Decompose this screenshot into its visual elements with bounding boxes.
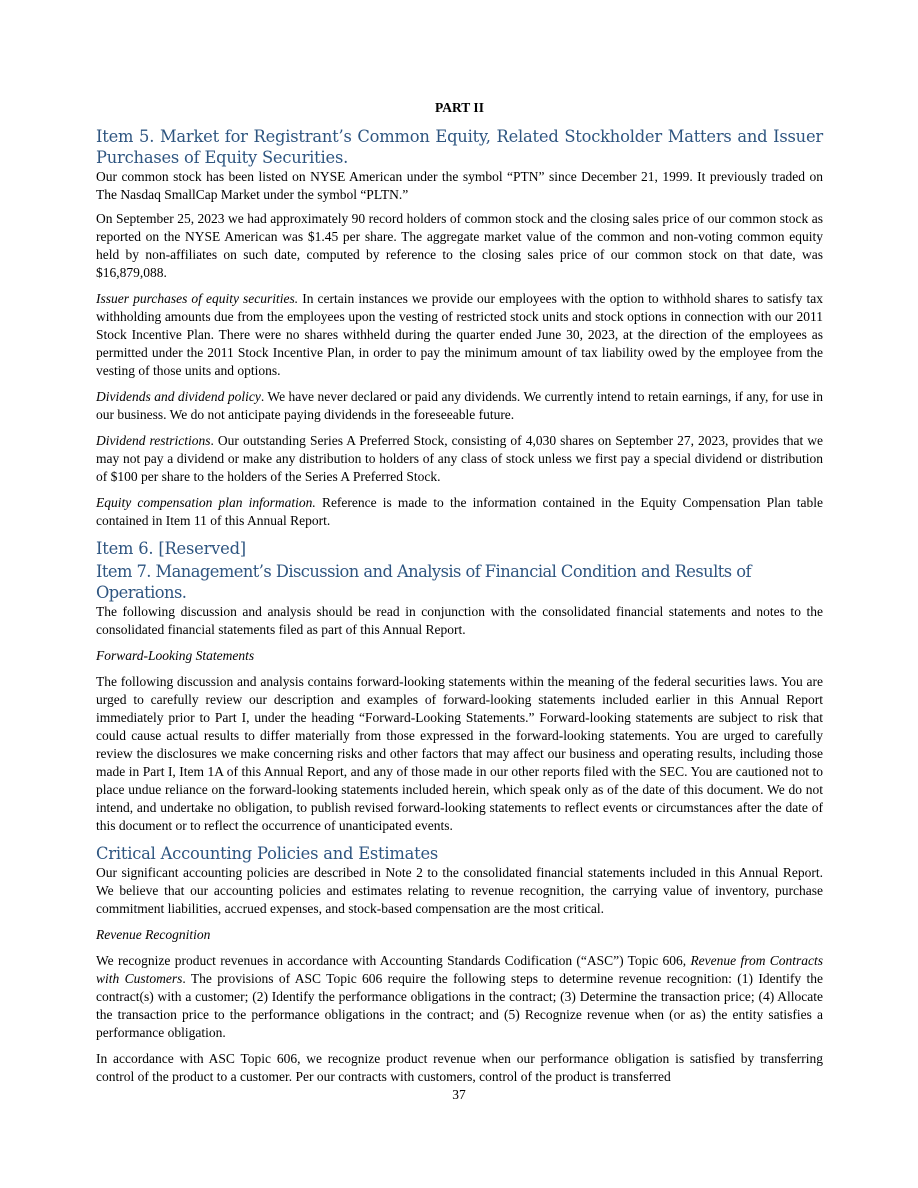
- revenue-recognition-paragraph-2: In accordance with ASC Topic 606, we recognize product revenue when our performance obligation is satisfied by transferring control of the product to a customer. Per our contracts with customers, control of the product is transferred: [96, 1051, 823, 1084]
- issuer-purchases-paragraph: [96, 290, 823, 380]
- item5-heading: Item 5. Market for Registrant’s Common Equity, Related Stockholder Matters and Issuer Purchases of Equity Securities.: [96, 127, 823, 167]
- part-heading: PART II: [435, 100, 484, 115]
- document-page: [96, 100, 823, 1094]
- issuer-purchases-lead: Issuer purchases of equity securities.: [96, 291, 299, 306]
- equity-plan-paragraph: [96, 494, 823, 530]
- restrictions-text: . Our outstanding Series A Preferred Stock, consisting of 4,030 shares on September 27, 2023, provides that we may not pay a dividend or make any distribution to holders of any class of stock unless we first pay a special dividend or distribution of $100 per share to the holders of the Series A Preferred Stock.: [96, 433, 823, 484]
- restrictions-paragraph: [96, 432, 823, 486]
- item7-intro-paragraph: The following discussion and analysis should be read in conjunction with the consolidated financial statements and notes to the consolidated financial statements filed as part of this Annual Report.: [96, 604, 823, 637]
- item7-heading: Item 7. Management’s Discussion and Analysis of Financial Condition and Results of Operations.: [96, 562, 751, 602]
- forward-looking-paragraph: The following discussion and analysis contains forward-looking statements within the meaning of the federal securities laws. You are urged to carefully review our description and examples of forward-looking statements included earlier in this Annual Report immediately prior to Part I, under the heading “Forward-Looking Statements.” Forward-looking statements are subject to risk that could cause actual results to differ materially from those expressed in the forward-looking statements. You are urged to carefully review the disclosures we make concerning risks and other factors that may affect our business and operating results, including those made in Part I, Item 1A of this Annual Report, and any of those made in our other reports filed with the SEC. You are cautioned not to place undue reliance on the forward-looking statements included herein, which speak only as of the date of this document. We do not intend, and undertake no obligation, to publish revised forward-looking statements to reflect events or circumstances after the date of this document or to reflect the occurrence of unanticipated events.: [96, 674, 823, 833]
- dividends-paragraph: [96, 388, 823, 424]
- restrictions-lead: Dividend restrictions: [96, 433, 211, 448]
- revenue-recognition-heading: Revenue Recognition: [96, 927, 211, 942]
- equity-plan-lead: Equity compensation plan information.: [96, 495, 316, 510]
- revenue-recognition-paragraph-1: [96, 952, 823, 1042]
- critical-accounting-heading: Critical Accounting Policies and Estimates: [96, 844, 439, 863]
- item6-heading: Item 6. [Reserved]: [96, 539, 246, 558]
- dividends-lead: Dividends and dividend policy: [96, 389, 261, 404]
- dividends-text: . We have never declared or paid any dividends. We currently intend to retain earnings, if any, for use in our business. We do not anticipate paying dividends in the foreseeable future.: [96, 389, 823, 422]
- forward-looking-heading: Forward-Looking Statements: [96, 648, 255, 663]
- equity-plan-text: Reference is made to the information contained in the Equity Compensation Plan table contained in Item 11 of this Annual Report.: [96, 495, 823, 528]
- rev-p1-italic: Revenue from Contracts with Customers: [96, 953, 823, 986]
- issuer-purchases-text: In certain instances we provide our employees with the option to withhold shares to satisfy tax withholding amounts due from the employees upon the vesting of restricted stock units and stock options in connection with our 2011 Stock Incentive Plan. There were no shares withheld during the quarter ended June 30, 2023, at the direction of the employees as permitted under the 2011 Stock Incentive Plan, in order to pay the minimum amount of tax liability owed by the employee from the vesting of those units and options.: [96, 291, 824, 378]
- item5-holders-paragraph: On September 25, 2023 we had approximately 90 record holders of common stock and the closing sales price of our common stock as reported on the NYSE American was $1.45 per share. The aggregate market value of the common and non-voting common equity held by non-affiliates on such date, computed by reference to the closing sales price of our common stock on that date, was $16,879,088.: [96, 211, 823, 280]
- rev-p1-part-b: . The provisions of ASC Topic 606 require the following steps to determine revenue recognition: (1) Identify the contract(s) with a customer; (2) Identify the performance obligations in the contract; (3) Determine the transaction price; (4) Allocate the transaction price to the performance obligations in the contract; and (5) Recognize revenue when (or as) the entity satisfies a performance obligation.: [96, 971, 823, 1040]
- item5-listing-paragraph: Our common stock has been listed on NYSE American under the symbol “PTN” since December 21, 1999. It previously traded on The Nasdaq SmallCap Market under the symbol “PLTN.”: [96, 169, 823, 202]
- critical-accounting-intro: Our significant accounting policies are described in Note 2 to the consolidated financial statements included in this Annual Report. We believe that our accounting policies and estimates relating to revenue recognition, the carrying value of inventory, purchase commitment liabilities, accrued expenses, and stock-based compensation are the most critical.: [96, 865, 823, 916]
- rev-p1-part-a: We recognize product revenues in accordance with Accounting Standards Codification (“ASC”) Topic 606,: [96, 953, 691, 968]
- page-number: 37: [452, 1087, 466, 1102]
